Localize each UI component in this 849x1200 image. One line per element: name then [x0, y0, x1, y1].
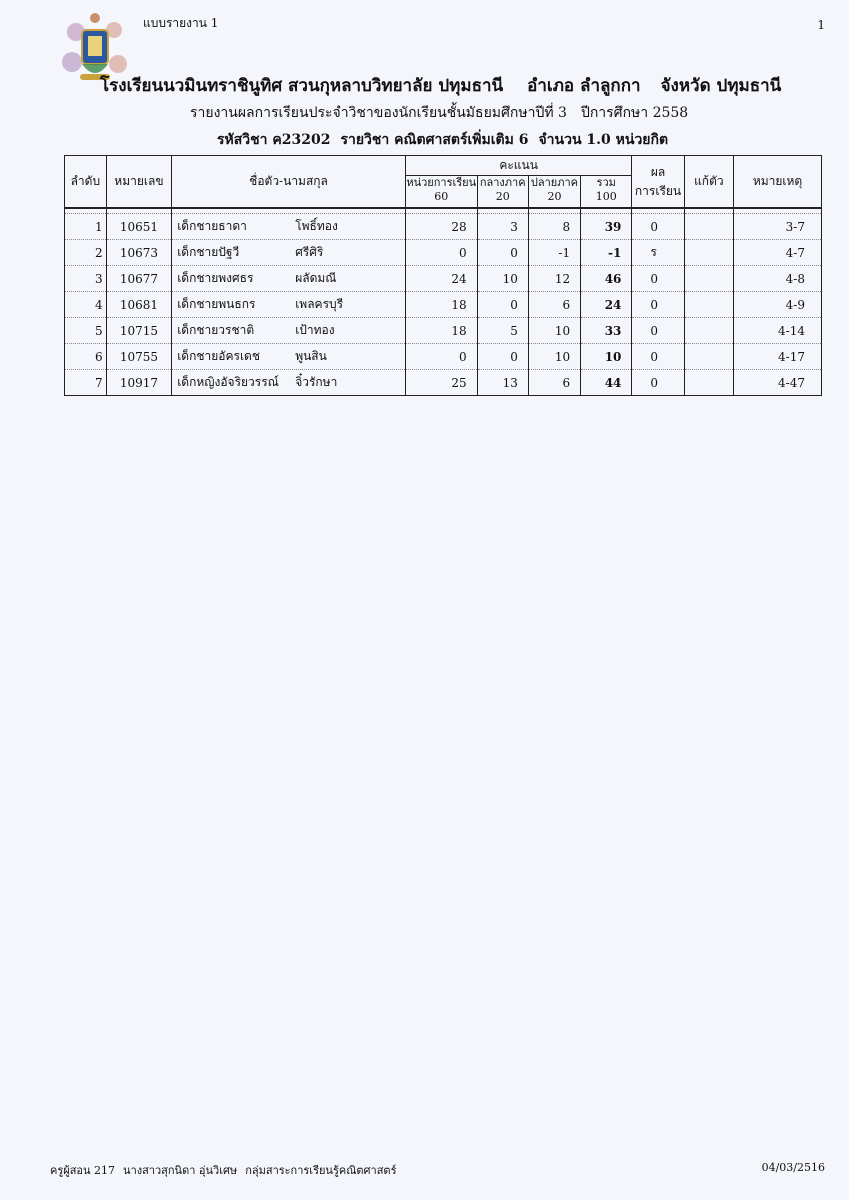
midterm-score: 10	[477, 266, 528, 292]
student-id: 10673	[106, 240, 172, 266]
midterm-score: 5	[477, 318, 528, 344]
first-name: เด็กชายอัครเดช	[177, 349, 260, 363]
table-row	[65, 214, 822, 240]
grade-result: 0	[632, 344, 684, 370]
row-index: 3	[65, 266, 107, 292]
unit-score: 18	[405, 318, 477, 344]
table-row	[65, 240, 822, 266]
header-correction: แก้ตัว	[684, 156, 733, 209]
row-index: 2	[65, 240, 107, 266]
midterm-score: 13	[477, 370, 528, 396]
last-name: พูนสิน	[295, 349, 327, 363]
row-index: 5	[65, 318, 107, 344]
form-name: แบบรายงาน 1	[143, 16, 219, 30]
note: 4-14	[734, 318, 822, 344]
correction	[684, 370, 733, 396]
header-unit: หน่วยการเรียน 60	[405, 176, 477, 209]
student-name	[172, 266, 406, 292]
unit-score: 25	[405, 370, 477, 396]
header-index: ลำดับ	[65, 156, 107, 209]
grades-table	[64, 155, 822, 396]
final-score: 6	[528, 370, 580, 396]
total-score: 46	[581, 266, 632, 292]
student-name	[172, 318, 406, 344]
final-score: 6	[528, 292, 580, 318]
student-name	[172, 370, 406, 396]
print-date: 04/03/2516	[761, 1161, 825, 1174]
student-id: 10651	[106, 214, 172, 240]
grade-result: 0	[632, 292, 684, 318]
student-name	[172, 240, 406, 266]
first-name: เด็กชายธาดา	[177, 219, 247, 233]
header-total: รวม 100	[581, 176, 632, 209]
last-name: เป้าทอง	[295, 323, 335, 337]
first-name: เด็กชายพนธกร	[177, 297, 256, 311]
final-score: 12	[528, 266, 580, 292]
unit-score: 0	[405, 240, 477, 266]
correction	[684, 318, 733, 344]
header-result: ผล การเรียน	[632, 156, 684, 209]
note: 4-17	[734, 344, 822, 370]
note: 4-9	[734, 292, 822, 318]
last-name: จิ๋วรักษา	[295, 375, 338, 389]
final-score: 10	[528, 318, 580, 344]
row-index: 7	[65, 370, 107, 396]
table-row	[65, 318, 822, 344]
first-name: เด็กชายปัฐวี	[177, 245, 240, 259]
row-index: 1	[65, 214, 107, 240]
midterm-score: 0	[477, 292, 528, 318]
header-final: ปลายภาค 20	[528, 176, 580, 209]
total-score: 24	[581, 292, 632, 318]
midterm-score: 3	[477, 214, 528, 240]
last-name: ผลัดมณี	[295, 271, 337, 285]
student-name	[172, 344, 406, 370]
note: 4-8	[734, 266, 822, 292]
correction	[684, 240, 733, 266]
school-heading: โรงเรียนนวมินทราชินูทิศ สวนกุหลาบวิทยาลัย ปทุมธานี อำเภอ ลำลูกกา จังหวัด ปทุมธานี	[100, 76, 782, 96]
last-name: ศรีศิริ	[295, 245, 324, 259]
row-index: 6	[65, 344, 107, 370]
unit-score: 18	[405, 292, 477, 318]
student-id: 10715	[106, 318, 172, 344]
report-title: รายงานผลการเรียนประจำวิชาของนักเรียนชั้นมัธยมศึกษาปีที่ 3 ปีการศึกษา 2558	[190, 105, 689, 121]
student-id: 10917	[106, 370, 172, 396]
student-name	[172, 214, 406, 240]
first-name: เด็กชายวรชาติ	[177, 323, 255, 337]
correction	[684, 266, 733, 292]
unit-score: 28	[405, 214, 477, 240]
unit-score: 0	[405, 344, 477, 370]
table-row	[65, 370, 822, 396]
total-score: 39	[581, 214, 632, 240]
student-id: 10755	[106, 344, 172, 370]
total-score: 44	[581, 370, 632, 396]
note: 4-7	[734, 240, 822, 266]
first-name: เด็กหญิงอัจริยวรรณ์	[177, 375, 279, 389]
midterm-score: 0	[477, 240, 528, 266]
midterm-score: 0	[477, 344, 528, 370]
last-name: โพธิ์ทอง	[295, 219, 338, 233]
final-score: 8	[528, 214, 580, 240]
header-student-id: หมายเลข	[106, 156, 172, 209]
total-score: 33	[581, 318, 632, 344]
table-row	[65, 292, 822, 318]
header-score-group: คะแนน	[405, 156, 631, 176]
correction	[684, 292, 733, 318]
last-name: เพลครบุรี	[295, 297, 344, 311]
grade-result: 0	[632, 318, 684, 344]
header-note: หมายเหตุ	[734, 156, 822, 209]
note: 4-47	[734, 370, 822, 396]
student-name	[172, 292, 406, 318]
teacher-footer: ครูผู้สอน 217 นางสาวสุกนิดา อุ่นวิเศษ กลุ่มสาระการเรียนรู้คณิตศาสตร์	[50, 1164, 397, 1177]
grade-result: ร	[632, 240, 684, 266]
header-midterm: กลางภาค 20	[477, 176, 528, 209]
grade-result: 0	[632, 266, 684, 292]
note: 3-7	[734, 214, 822, 240]
total-score: -1	[581, 240, 632, 266]
student-id: 10677	[106, 266, 172, 292]
grade-result: 0	[632, 214, 684, 240]
row-index: 4	[65, 292, 107, 318]
table-row	[65, 344, 822, 370]
correction	[684, 214, 733, 240]
table-row	[65, 266, 822, 292]
header-name: ชื่อตัว-นามสกุล	[172, 156, 406, 209]
grade-result: 0	[632, 370, 684, 396]
unit-score: 24	[405, 266, 477, 292]
page-number: 1	[817, 18, 825, 32]
first-name: เด็กชายพงศธร	[177, 271, 254, 285]
total-score: 10	[581, 344, 632, 370]
final-score: -1	[528, 240, 580, 266]
final-score: 10	[528, 344, 580, 370]
subject-line: รหัสวิชา ค23202 รายวิชา คณิตศาสตร์เพิ่มเติม 6 จำนวน 1.0 หน่วยกิต	[217, 132, 669, 148]
correction	[684, 344, 733, 370]
student-id: 10681	[106, 292, 172, 318]
